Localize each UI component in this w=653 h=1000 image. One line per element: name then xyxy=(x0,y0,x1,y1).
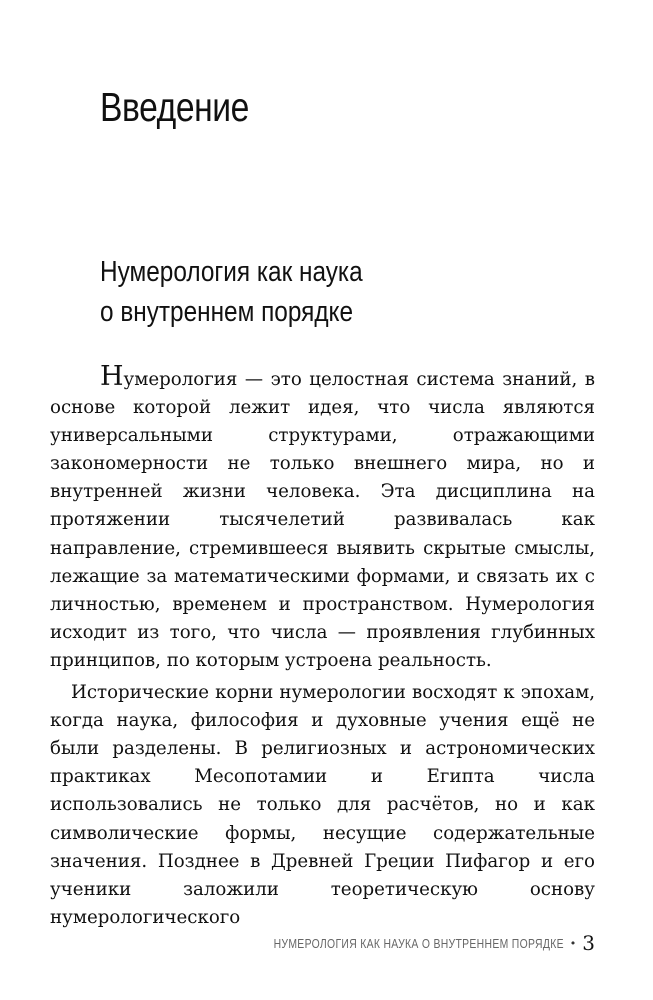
page-number: 3 xyxy=(582,931,595,955)
paragraph-1-initial: Н xyxy=(100,361,124,392)
paragraph-1 xyxy=(50,361,595,675)
running-head: НУМЕРОЛОГИЯ КАК НАУКА О ВНУТРЕННЕМ ПОРЯДКЕ xyxy=(273,935,564,951)
chapter-title: Введение xyxy=(100,84,249,130)
section-title-line-1: Нумерология как наука xyxy=(100,256,363,288)
page-footer xyxy=(201,930,595,956)
paragraph-2: Исторические корни нумерологии восходят к эпохам, когда наука, философия и духовные учения ещё не были разделены. В религиозных и астрономических практиках Месопотамии и Египта числа использовались не только для расчётов, но и как символические формы, несущие содержательные значения. Позднее в Древней Греции Пифагор и его ученики заложили теоретическую основу нумерологического xyxy=(50,682,595,928)
body-text xyxy=(50,361,595,932)
section-title xyxy=(100,252,363,332)
section-title-line-2: о внутреннем порядке xyxy=(100,296,354,328)
paragraph-1-text: умерология — это целостная система знаний, в основе которой лежит идея, что числа являются универсальными структурами, отражающими закономерности не только внешнего мира, но и внутренней жизни человека. Эта дисциплина на протяжении тысячелетий развивалась как направление, стремившееся выявить скрытые смыслы, лежащие за математическими формами, и связать их с личностью, временем и пространством. Нумерология исходит из того, что числа — проявления глубинных принципов, по которым устроена реальность. xyxy=(50,369,595,671)
footer-bullet: • xyxy=(569,936,577,950)
